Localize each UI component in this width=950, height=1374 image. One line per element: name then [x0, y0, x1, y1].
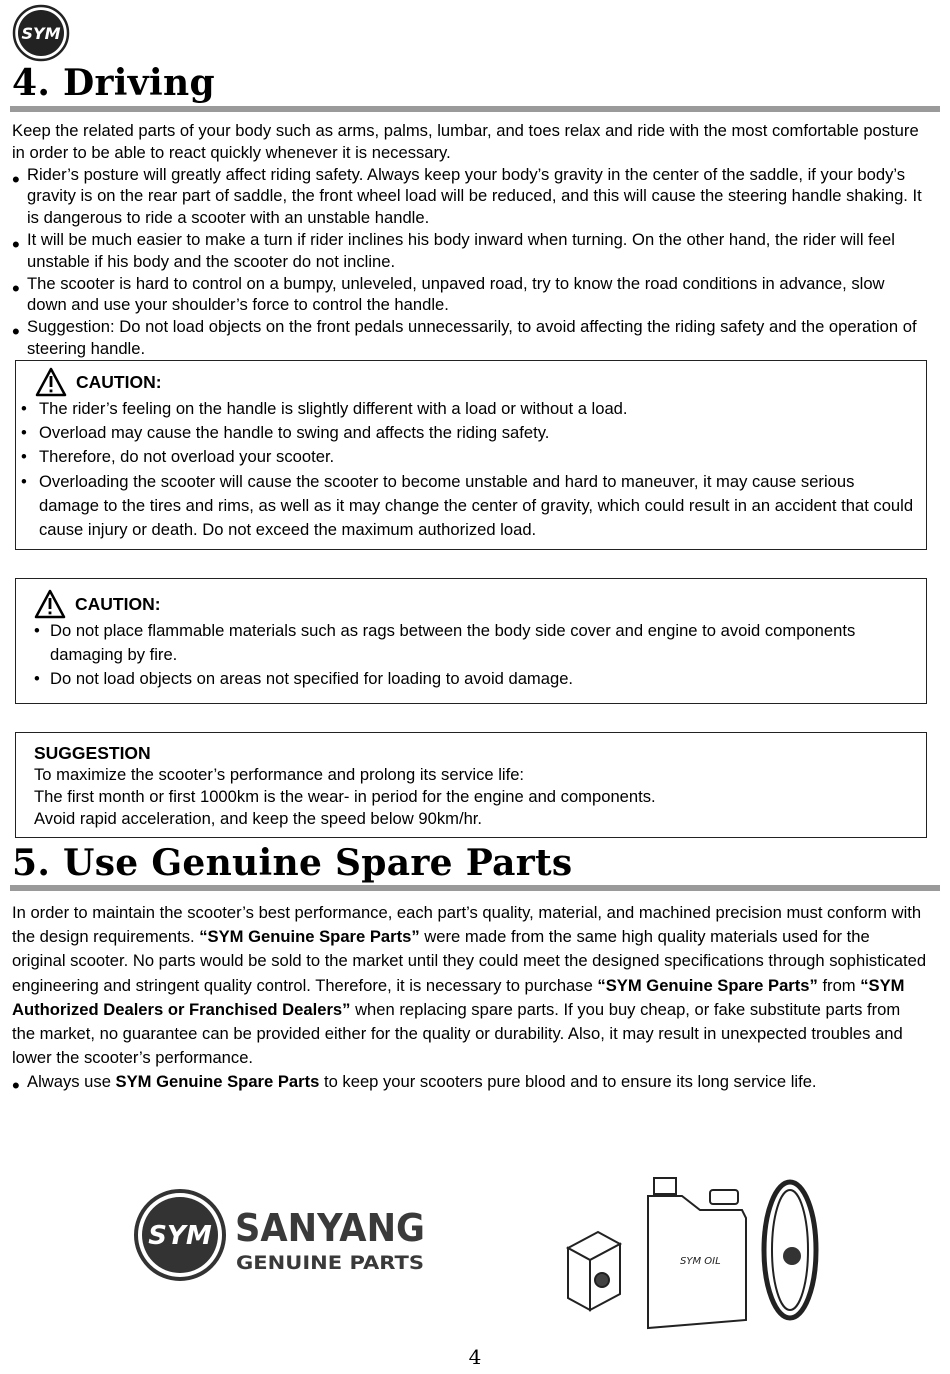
suggestion-title: SUGGESTION	[34, 743, 151, 763]
caution-box-1	[15, 360, 927, 550]
brand-logo-text: SYM	[148, 1221, 212, 1251]
brand-sub: GENUINE PARTS	[236, 1252, 424, 1274]
drive-belt-icon	[764, 1182, 816, 1318]
section-4-rule	[10, 106, 940, 112]
list-item: • Overload may cause the handle to swing and affects the riding safety.	[21, 421, 918, 445]
list-item: • The rider’s feeling on the handle is slightly different with a load or without a load.	[21, 397, 918, 421]
section-4-title: 4. Driving	[12, 62, 215, 104]
list-item: • It will be much easier to make a turn if rider inclines his body inward when turning. On the other hand, the rider will feel unstable if his body and the scooter do not incline.	[12, 229, 895, 271]
caution-title: CAUTION:	[75, 593, 161, 614]
section-4-body	[12, 120, 927, 360]
sym-logo	[12, 4, 70, 62]
bullet-icon: •	[12, 275, 20, 301]
sanyang-genuine-parts-logo	[130, 1185, 430, 1285]
oil-label: SYM OIL	[680, 1256, 721, 1267]
caution-heading	[35, 367, 918, 397]
caution-list	[34, 619, 918, 692]
caution-box-2	[15, 578, 927, 704]
list-item: • Always use SYM Genuine Spare Parts to keep your scooters pure blood and to ensure its long service life.	[12, 1072, 817, 1099]
oil-bottle-icon	[648, 1178, 746, 1328]
bullet-icon: •	[12, 231, 20, 257]
list-item: • Rider’s posture will greatly affect riding safety. Always keep your body’s gravity in the center of the saddle, if your body’s gravity is on the rear part of saddle, the front wheel load will be reduced, and this will cause the steering handle shaking. It is dangerous to ride a scooter with an unstable handle.	[12, 164, 922, 228]
caution-title: CAUTION:	[76, 371, 162, 392]
section-5-title: 5. Use Genuine Spare Parts	[12, 842, 573, 884]
list-item: • The scooter is hard to control on a bumpy, unleveled, unpaved road, try to know the road conditions in advance, slow down and use your shoulder’s force to control the handle.	[12, 273, 885, 315]
caution-heading	[34, 589, 918, 619]
list-item: • Therefore, do not overload your scooter.	[21, 445, 918, 469]
bullet-icon: •	[21, 423, 27, 443]
brand-name: SANYANG	[235, 1206, 425, 1250]
suggestion-line: The first month or first 1000km is the wear- in period for the engine and components.	[34, 787, 656, 806]
list-item: • Overloading the scooter will cause the scooter to become unstable and hard to maneuver, it may cause serious damage to the tires and rims, as well as it may change the center of gravity, which could result in an accident that could cause injury or death. Do not exceed the maximum authorized load.	[21, 471, 914, 540]
list-item: • Do not load objects on areas not specified for loading to avoid damage.	[34, 667, 918, 691]
suggestion-line: To maximize the scooter’s performance and prolong its service life:	[34, 765, 525, 784]
bullet-icon: •	[21, 399, 27, 418]
section-5-rule	[10, 885, 940, 891]
section-4-intro: Keep the related parts of your body such as arms, palms, lumbar, and toes relax and ride with the most comfortable posture in order to be able to react quickly whenever it is necessary.	[12, 121, 919, 162]
bullet-icon: •	[12, 319, 20, 345]
suggestion-line: Avoid rapid acceleration, and keep the speed below 90km/hr.	[34, 809, 483, 828]
page-number: 4	[468, 1345, 482, 1369]
spare-parts-illustration	[560, 1170, 860, 1340]
section-5-body	[12, 901, 927, 1099]
bullet-icon: •	[12, 166, 20, 192]
filter-box-icon	[568, 1232, 620, 1310]
list-item: • Suggestion: Do not load objects on the front pedals unnecessarily, to avoid affecting the riding safety and the operation of steering handle.	[12, 317, 917, 358]
warning-icon	[35, 367, 67, 397]
bullet-icon: •	[34, 669, 40, 689]
bullet-icon: •	[12, 1073, 20, 1099]
bullet-icon: •	[21, 447, 27, 467]
list-item: • Do not place flammable materials such as rags between the body side cover and engine to avoid components damaging by fire.	[34, 621, 856, 665]
bullet-icon: •	[34, 621, 40, 640]
sym-logo-text: SYM	[21, 24, 61, 43]
warning-icon	[34, 589, 66, 619]
caution-list	[21, 397, 918, 542]
bullet-icon: •	[21, 471, 27, 491]
section-5-paragraph: In order to maintain the scooter’s best performance, each part’s quality, material, and machined precision must conform with the design requirements. “SYM Genuine Spare Parts” were made from the same high quality materials used for the original scooter. No parts would be sold to the market until they could meet the designed specifications through sophisticated engineering and stringent quality control. Therefore, it is necessary to purchase “SYM Genuine Spare Parts” from “SYM Authorized Dealers or Franchised Dealers” when replacing spare parts. If you buy cheap, or fake substitute parts from the market, no guarantee can be provided either for the quality or durability. Also, it may result in unexpected troubles and lower the scooter’s performance.	[12, 903, 927, 1068]
suggestion-box	[15, 732, 927, 838]
